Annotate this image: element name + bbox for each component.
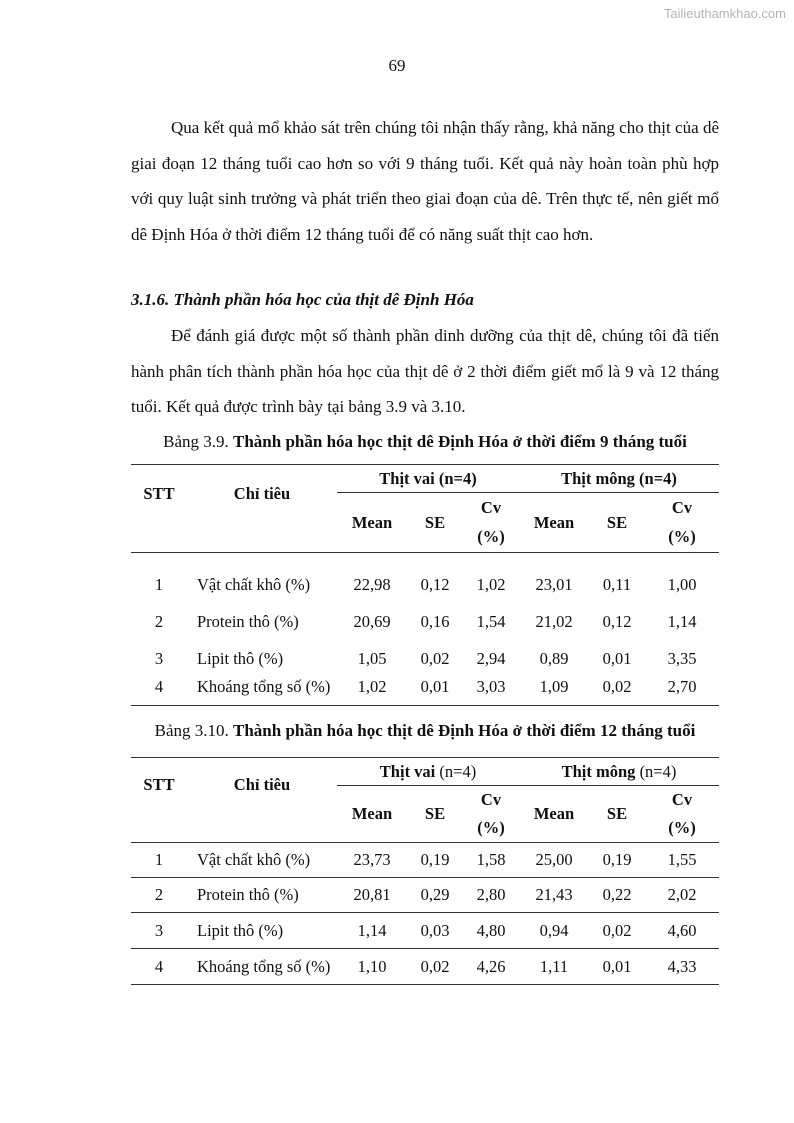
cell: 0,02	[602, 920, 632, 940]
table-row	[131, 949, 719, 985]
header-thit-vai	[337, 758, 519, 786]
cell: Protein thô (%)	[197, 885, 299, 904]
cell: 1,55	[667, 850, 697, 869]
table-row	[131, 843, 719, 878]
cell: 1,54	[476, 611, 506, 631]
cell: 1,14	[357, 920, 387, 940]
header-se: SE	[424, 512, 446, 532]
cell: Lipit thô (%)	[197, 920, 284, 940]
cell: 0,12	[420, 574, 450, 594]
page-number: 69	[388, 56, 406, 75]
header-cv-unit: (%)	[668, 818, 696, 838]
cell: 0,01	[602, 648, 632, 668]
cell: 1,00	[667, 574, 697, 594]
header-thit-vai: Thịt vai (n=4)	[337, 465, 519, 493]
cell: 20,69	[353, 611, 391, 631]
cell: Lipit thô (%)	[197, 648, 284, 668]
table-3-10	[131, 757, 719, 985]
cell: 0,02	[602, 676, 632, 696]
table-row	[131, 669, 719, 706]
header-indicator: Chỉ tiêu	[233, 775, 291, 794]
table-row	[131, 913, 719, 949]
cell: 23,01	[535, 574, 573, 594]
cell: 1,02	[357, 676, 387, 696]
header-mean: Mean	[533, 512, 575, 532]
cell: 22,98	[353, 574, 391, 594]
cell: 0,11	[602, 574, 632, 594]
section-heading: 3.1.6. Thành phần hóa học của thịt dê Định Hóa	[131, 290, 474, 309]
header-thit-mong	[519, 758, 719, 786]
header-mean: Mean	[533, 804, 575, 823]
cell: 0,22	[602, 885, 632, 904]
cell: 4	[154, 956, 164, 976]
cell: 2	[154, 885, 164, 904]
group-n: (n=4)	[435, 761, 477, 781]
cell: 1,14	[667, 611, 697, 631]
header-cv: Cv	[480, 790, 502, 810]
cell: Vật chất khô (%)	[197, 574, 311, 594]
cell: 2,80	[476, 885, 506, 904]
cell: 3,35	[667, 648, 697, 668]
header-stt: STT	[143, 483, 175, 503]
header-mean: Mean	[351, 804, 393, 823]
caption-title: Thành phần hóa học thịt dê Định Hóa ở thời điểm 12 tháng tuổi	[233, 721, 696, 740]
cell: 0,02	[420, 956, 450, 976]
cell: 0,03	[420, 920, 450, 940]
cell: 2,70	[667, 676, 697, 696]
header-se: SE	[424, 804, 446, 823]
header-cv-unit: (%)	[668, 527, 696, 547]
cell: 1,11	[539, 956, 569, 976]
header-cv: Cv	[480, 497, 502, 517]
header-cv: Cv	[671, 497, 693, 517]
paragraph-1: Qua kết quả mổ khảo sát trên chúng tôi nhận thấy rằng, khả năng cho thịt của dê giai đoạn 12 tháng tuổi cao hơn so với 9 tháng tuổi. Kết quả này hoàn toàn phù hợp với quy luật sinh trưởng và phát triển theo giai đoạn của dê. Trên thực tế, nên giết mổ dê Định Hóa ở thời điểm 12 tháng tuổi để có năng suất thịt cao hơn.	[131, 118, 719, 244]
table-row	[131, 595, 719, 632]
header-cv: Cv	[671, 790, 693, 810]
cell: 0,01	[602, 956, 632, 976]
cell: 2,94	[476, 648, 506, 668]
header-indicator: Chỉ tiêu	[233, 483, 291, 503]
cell: 1,05	[357, 648, 387, 668]
cell: 2	[154, 611, 164, 631]
header-se: SE	[606, 512, 628, 532]
cell: Vật chất khô (%)	[197, 850, 311, 869]
cell: 3	[154, 648, 164, 668]
cell: 0,12	[602, 611, 632, 631]
cell: 21,02	[535, 611, 573, 631]
cell: 20,81	[353, 885, 391, 904]
table-3-9	[131, 464, 719, 706]
cell: 0,89	[539, 648, 569, 668]
cell: 4,60	[667, 920, 697, 940]
group-label: Thịt mông	[561, 761, 636, 781]
cell: Protein thô (%)	[197, 611, 299, 631]
cell: 3,03	[476, 676, 506, 696]
header-cv-unit: (%)	[477, 818, 505, 838]
cell: 1,09	[539, 676, 569, 696]
table-3-9-caption	[131, 432, 719, 452]
cell: 4,80	[476, 920, 506, 940]
cell: 1,10	[357, 956, 387, 976]
cell: 4,26	[476, 956, 506, 976]
table-row	[131, 878, 719, 913]
cell: 1,02	[476, 574, 506, 594]
header-mean: Mean	[351, 512, 393, 532]
cell: 4,33	[667, 956, 697, 976]
cell: 0,94	[539, 920, 569, 940]
cell: 0,01	[420, 676, 450, 696]
table-row	[131, 632, 719, 669]
cell: 4	[154, 676, 164, 696]
cell: 25,00	[535, 850, 573, 869]
cell: 0,19	[602, 850, 632, 869]
group-n: (n=4)	[635, 761, 677, 781]
cell: 3	[154, 920, 164, 940]
caption-title: Thành phần hóa học thịt dê Định Hóa ở thời điểm 9 tháng tuổi	[233, 432, 687, 451]
cell: 0,16	[420, 611, 450, 631]
caption-prefix: Bảng 3.10.	[154, 721, 233, 740]
table-row	[131, 553, 719, 595]
cell: 1,58	[476, 850, 506, 869]
header-se: SE	[606, 804, 628, 823]
cell: 0,02	[420, 648, 450, 668]
cell: Khoáng tổng số (%)	[197, 676, 331, 696]
cell: 2,02	[667, 885, 697, 904]
cell: 23,73	[353, 850, 391, 869]
header-stt: STT	[143, 775, 175, 794]
watermark: Tailieuthamkhao.com	[663, 6, 786, 21]
paragraph-2: Để đánh giá được một số thành phần dinh dưỡng của thịt dê, chúng tôi đã tiến hành phân tích thành phần hóa học của thịt dê ở 2 thời điểm giết mổ là 9 và 12 tháng tuổi. Kết quả được trình bày tại bảng 3.9 và 3.10.	[131, 326, 719, 416]
cell: Khoáng tổng số (%)	[197, 956, 331, 976]
cell: 21,43	[535, 885, 573, 904]
cell: 0,19	[420, 850, 450, 869]
header-cv-unit: (%)	[477, 527, 505, 547]
table-3-10-caption	[131, 721, 719, 741]
header-thit-mong: Thịt mông (n=4)	[519, 465, 719, 493]
cell: 1	[154, 850, 164, 869]
caption-prefix: Bảng 3.9.	[163, 432, 233, 451]
cell: 0,29	[420, 885, 450, 904]
cell: 1	[154, 574, 164, 594]
group-label: Thịt vai	[379, 761, 436, 781]
